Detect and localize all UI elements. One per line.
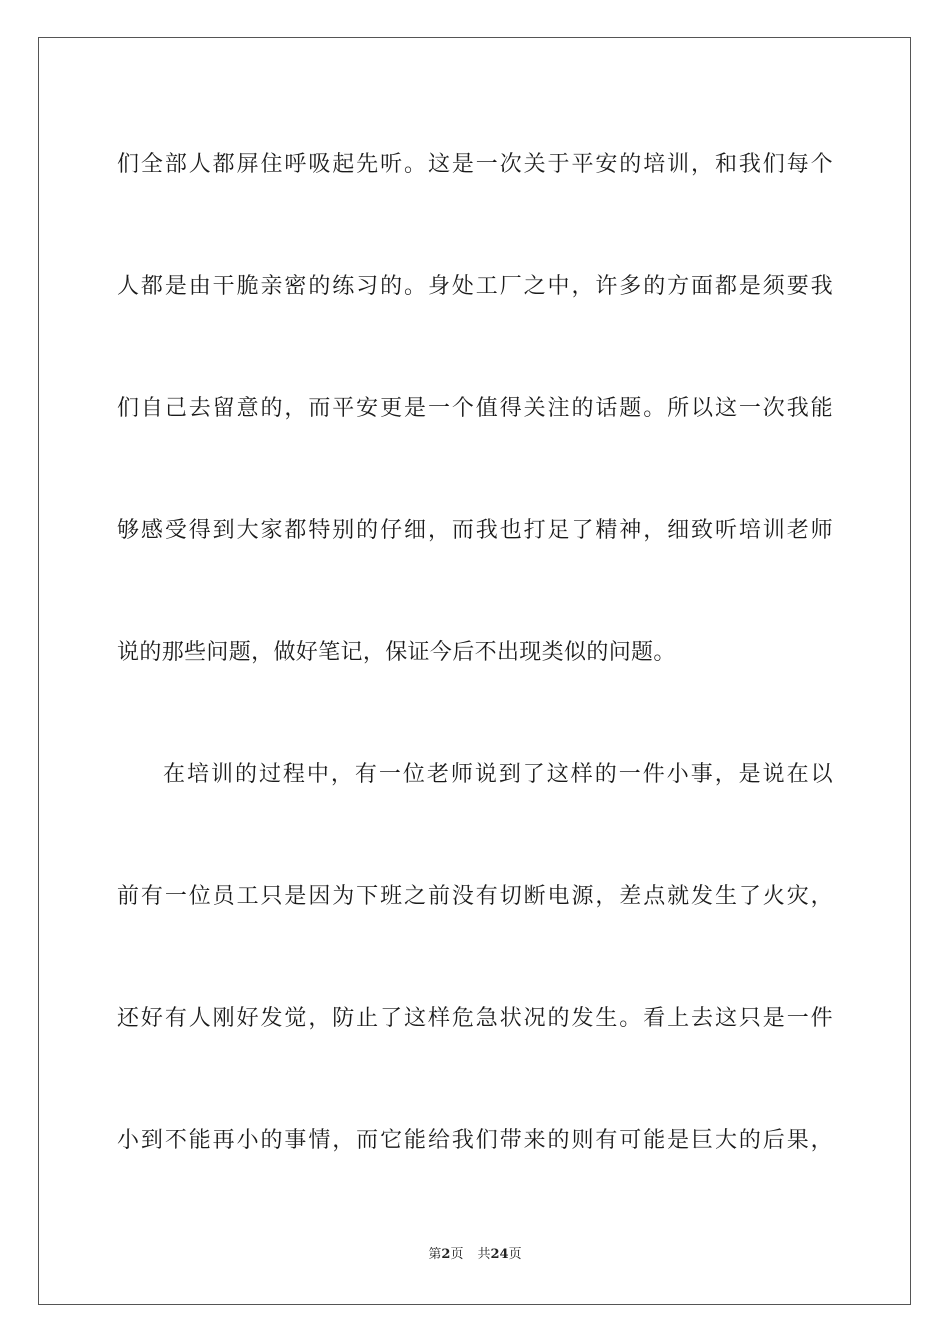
page-prefix: 第 xyxy=(428,1247,442,1262)
page-number: 2 xyxy=(441,1247,451,1262)
total-suffix: 页 xyxy=(508,1247,522,1262)
text-line-2: 人都是由干脆亲密的练习的。身处工厂之中，许多的方面都是须要我 xyxy=(117,274,833,299)
text-line-7: 前有一位员工只是因为下班之前没有切断电源，差点就发生了火灾， xyxy=(117,884,833,909)
text-line-4: 够感受得到大家都特别的仔细，而我也打足了精神，细致听培训老师 xyxy=(117,518,833,543)
text-line-1: 们全部人都屏住呼吸起先听。这是一次关于平安的培训，和我们每个 xyxy=(117,152,833,177)
page-footer xyxy=(0,1247,950,1263)
text-line-3: 们自己去留意的，而平安更是一个值得关注的话题。所以这一次我能 xyxy=(117,396,833,421)
total-pages: 24 xyxy=(490,1247,509,1262)
page-border xyxy=(38,37,911,1305)
text-line-5: 说的那些问题，做好笔记，保证今后不出现类似的问题。 xyxy=(117,640,676,665)
text-line-8: 还好有人刚好发觉，防止了这样危急状况的发生。看上去这只是一件 xyxy=(117,1006,833,1031)
text-line-6-paragraph-start: 在培训的过程中，有一位老师说到了这样的一件小事，是说在以 xyxy=(163,762,833,787)
page-suffix: 页 xyxy=(450,1247,464,1262)
total-prefix: 共 xyxy=(477,1247,491,1262)
text-line-9: 小到不能再小的事情，而它能给我们带来的则有可能是巨大的后果， xyxy=(117,1128,833,1153)
